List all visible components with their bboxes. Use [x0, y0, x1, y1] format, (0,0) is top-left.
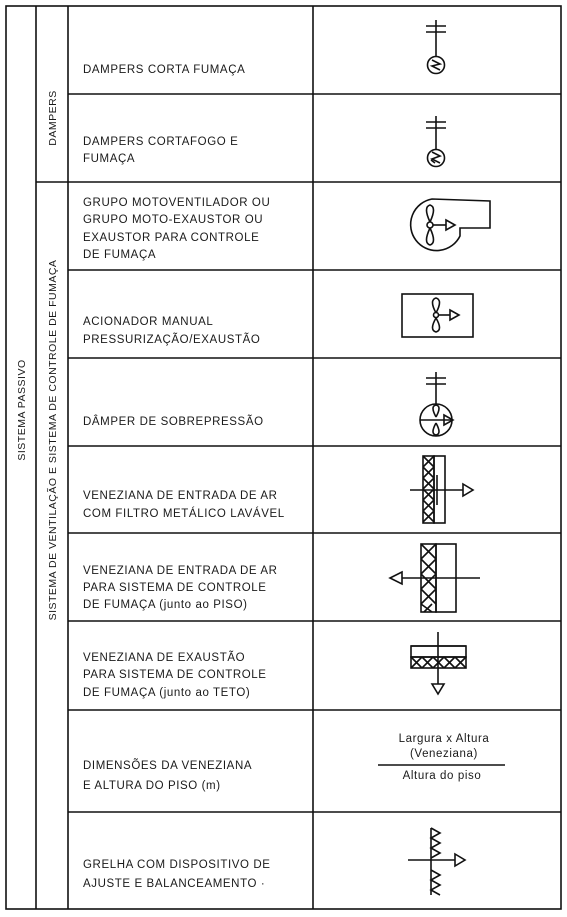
row-label: EXAUSTOR PARA CONTROLE: [83, 232, 260, 244]
formula-denominator: Altura do piso: [402, 770, 482, 782]
row-label: DÂMPER DE SOBREPRESSÃO: [83, 416, 264, 428]
row-label: VENEZIANA DE EXAUSTÃO: [83, 652, 246, 664]
row-label: DE FUMAÇA: [83, 249, 157, 261]
row-ceiling-louver: [83, 651, 267, 699]
row-label: GRUPO MOTO-EXAUSTOR OU: [83, 214, 264, 226]
formula-numerator-line2: (Veneziana): [410, 748, 478, 760]
row-label: DAMPERS CORTA FUMAÇA: [83, 64, 246, 76]
group-label-sistema-passivo: SISTEMA PASSIVO: [16, 359, 28, 461]
row-fan-group: [83, 197, 270, 261]
ceiling-louver-icon: [411, 632, 466, 694]
group-label-dampers: DAMPERS: [47, 90, 59, 146]
row-louver-dimensions: [83, 759, 252, 792]
louver-dimension-formula: [378, 733, 505, 782]
row-label: VENEZIANA DE ENTRADA DE AR: [83, 490, 278, 502]
row-overpressure-damper: [83, 415, 264, 428]
row-label: PRESSURIZAÇÃO/EXAUSTÃO: [83, 334, 261, 346]
row-label: AJUSTE E BALANCEAMENTO ·: [83, 878, 266, 890]
centrifugal-fan-icon: [411, 199, 490, 251]
row-manual-actuator: [83, 316, 260, 346]
overpressure-damper-icon: [420, 372, 453, 436]
adjustable-grille-icon: [408, 828, 465, 895]
row-label: E ALTURA DO PISO (m): [83, 780, 221, 792]
floor-louver-icon: [390, 544, 480, 612]
row-label: COM FILTRO METÁLICO LAVÁVEL: [83, 508, 285, 520]
louver-filter-icon: [410, 456, 473, 523]
row-label: DE FUMAÇA (junto ao PISO): [83, 599, 248, 611]
row-louver-filter: [83, 490, 285, 520]
group-label-ventilacao: SISTEMA DE VENTILAÇÃO E SISTEMA DE CONTROLE DE FUMAÇA: [47, 259, 59, 621]
row-label: DIMENSÕES DA VENEZIANA: [83, 760, 253, 772]
row-label: VENEZIANA DE ENTRADA DE AR: [83, 565, 278, 577]
smoke-damper-icon: [426, 20, 446, 74]
row-adjustable-grille: [83, 859, 271, 890]
row-label: ACIONADOR MANUAL: [83, 316, 214, 328]
row-label: GRELHA COM DISPOSITIVO DE: [83, 859, 271, 871]
row-label: FUMAÇA: [83, 153, 136, 165]
fire-smoke-damper-icon: [426, 116, 446, 167]
row-label: DE FUMAÇA (junto ao TETO): [83, 687, 251, 699]
row-fire-smoke-damper: [83, 136, 238, 165]
row-label: GRUPO MOTOVENTILADOR OU: [83, 197, 271, 209]
formula-numerator-line1: Largura x Altura: [398, 733, 490, 745]
row-floor-louver: [83, 565, 278, 611]
manual-fan-actuator-icon: [402, 294, 473, 337]
row-smoke-damper: [83, 64, 245, 76]
row-label: PARA SISTEMA DE CONTROLE: [83, 582, 267, 594]
row-label: DAMPERS CORTAFOGO E: [83, 136, 239, 148]
row-label: PARA SISTEMA DE CONTROLE: [83, 669, 267, 681]
